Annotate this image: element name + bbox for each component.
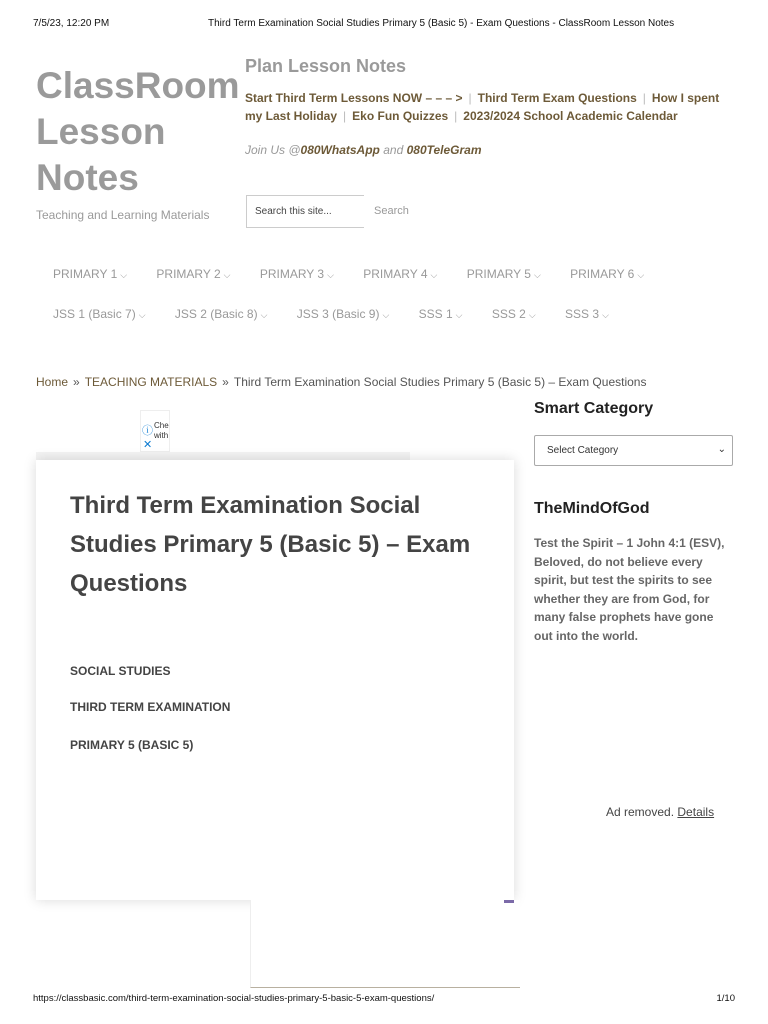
top-link-last-holiday[interactable]: How I spent my Last Holiday	[245, 91, 720, 123]
site-title[interactable]	[36, 63, 240, 201]
telegram-link[interactable]: 080TeleGram	[406, 143, 482, 157]
site-title-line: Lesson	[36, 111, 166, 152]
breadcrumb-teaching-materials[interactable]: TEACHING MATERIALS	[84, 375, 218, 389]
mind-of-god-text: Test the Spirit – 1 John 4:1 (ESV), Beloved, do not believe every spirit, but test the spirits to see whether they are from God, for many false prophets have gone out into the world.	[534, 536, 725, 643]
breadcrumb-current: Third Term Examination Social Studies Primary 5 (Basic 5) – Exam Questions	[233, 375, 647, 389]
nav-row-primary	[53, 267, 644, 281]
chevron-down-icon: ⌵	[455, 310, 463, 320]
chevron-down-icon: ⌵	[602, 310, 609, 320]
nav-item-sss-2[interactable]	[492, 307, 536, 321]
top-link-exam-questions[interactable]: Third Term Exam Questions	[477, 91, 637, 105]
nav-item-label: JSS 3 (Basic 9)	[296, 307, 380, 321]
breadcrumb-home[interactable]: Home	[36, 375, 69, 389]
nav-item-label: PRIMARY 3	[259, 267, 325, 281]
info-icon[interactable]: ⓘ	[142, 425, 153, 437]
nav-item-label: SSS 2	[491, 307, 526, 321]
ad-banner-bottom	[250, 900, 520, 988]
nav-item-label: JSS 1 (Basic 7)	[53, 307, 136, 321]
print-title: Third Term Examination Social Studies Primary 5 (Basic 5) - Exam Questions - ClassRoom Lesson Notes	[208, 18, 675, 29]
ad-details-link[interactable]: Details	[677, 805, 715, 819]
join-prefix: Join Us @	[245, 143, 301, 157]
category-select-value: Select Category	[547, 445, 619, 456]
chevron-down-icon: ⌵	[533, 270, 541, 280]
nav-item-label: SSS 1	[418, 307, 453, 321]
chevron-down-icon: ⌵	[528, 310, 536, 320]
ad-removed-notice	[606, 805, 714, 819]
link-separator: |	[468, 91, 472, 105]
header-right	[245, 56, 725, 157]
ad-badge-line: with	[154, 431, 169, 440]
nav-row-secondary	[53, 307, 609, 321]
nav-item-primary-3[interactable]	[260, 267, 334, 281]
chevron-down-icon: ⌵	[120, 270, 128, 280]
link-separator: |	[642, 91, 646, 105]
category-select[interactable]	[534, 435, 733, 466]
chevron-down-icon: ⌵	[327, 270, 334, 280]
nav-item-primary-1[interactable]	[53, 267, 127, 281]
join-and: and	[379, 143, 407, 157]
ad-badge-text	[154, 421, 170, 441]
article-class: PRIMARY 5 (BASIC 5)	[70, 738, 194, 752]
print-header	[33, 18, 735, 32]
chevron-down-icon: ⌵	[223, 270, 231, 280]
plan-title: Plan Lesson Notes	[245, 56, 407, 76]
print-footer	[33, 993, 735, 1007]
mind-of-god-title: TheMindOfGod	[534, 500, 650, 517]
print-page-number: 1/10	[716, 993, 735, 1004]
chevron-down-icon: ⌵	[382, 310, 390, 320]
nav-item-primary-2[interactable]	[156, 267, 230, 281]
nav-item-label: PRIMARY 5	[466, 267, 531, 281]
chevron-down-icon: ⌄	[717, 444, 726, 455]
nav-item-jss-2[interactable]	[175, 307, 268, 321]
top-links	[245, 89, 725, 125]
article-title: Third Term Examination Social Studies Primary 5 (Basic 5) – Exam Questions	[70, 492, 471, 597]
site-tagline: Teaching and Learning Materials	[36, 208, 210, 222]
link-separator: |	[343, 109, 347, 123]
site-title-line: ClassRoom	[36, 65, 240, 106]
nav-item-label: PRIMARY 1	[53, 267, 118, 281]
breadcrumb	[36, 375, 646, 389]
chevron-down-icon: ⌵	[430, 270, 438, 280]
link-separator: |	[454, 109, 458, 123]
nav-item-label: PRIMARY 4	[363, 267, 428, 281]
top-link-eko-quizzes[interactable]: Eko Fun Quizzes	[352, 109, 449, 123]
ad-banner-top	[36, 452, 410, 460]
ad-corner-mark	[504, 900, 514, 903]
smart-category-title: Smart Category	[534, 400, 654, 417]
nav-item-label: PRIMARY 2	[156, 267, 221, 281]
breadcrumb-separator: »	[73, 375, 80, 389]
article-card	[36, 460, 514, 900]
whatsapp-link[interactable]: 080WhatsApp	[300, 143, 380, 157]
close-icon[interactable]: ✕	[143, 439, 153, 451]
top-link-start-lessons[interactable]: Start Third Term Lessons NOW – – – >	[245, 91, 463, 105]
nav-item-label: SSS 3	[565, 307, 600, 321]
nav-item-label: PRIMARY 6	[570, 267, 635, 281]
nav-item-jss-3[interactable]	[297, 307, 390, 321]
nav-item-jss-1[interactable]	[53, 307, 146, 321]
nav-item-label: JSS 2 (Basic 8)	[174, 307, 258, 321]
print-date: 7/5/23, 12:20 PM	[33, 18, 110, 29]
join-us	[245, 143, 725, 157]
chevron-down-icon: ⌵	[260, 310, 268, 320]
site-title-line: Notes	[36, 157, 139, 198]
chevron-down-icon: ⌵	[138, 310, 146, 320]
ad-removed-label: Ad removed.	[606, 805, 675, 819]
chevron-down-icon: ⌵	[637, 270, 645, 280]
nav-item-sss-3[interactable]	[565, 307, 609, 321]
search-input[interactable]: Search this site...	[246, 195, 364, 228]
nav-item-primary-5[interactable]	[467, 267, 541, 281]
print-url: https://classbasic.com/third-term-examination-social-studies-primary-5-basic-5-exam-questions/	[33, 993, 435, 1004]
search-button[interactable]: Search	[374, 205, 409, 217]
ad-badge[interactable]	[140, 410, 170, 452]
article-term: THIRD TERM EXAMINATION	[70, 700, 231, 714]
nav-item-sss-1[interactable]	[419, 307, 463, 321]
nav-item-primary-4[interactable]	[363, 267, 437, 281]
ad-badge-line: Che	[154, 421, 169, 430]
top-link-academic-calendar[interactable]: 2023/2024 School Academic Calendar	[463, 109, 678, 123]
article-subject: SOCIAL STUDIES	[70, 664, 171, 678]
nav-item-primary-6[interactable]	[570, 267, 644, 281]
breadcrumb-separator: »	[222, 375, 229, 389]
